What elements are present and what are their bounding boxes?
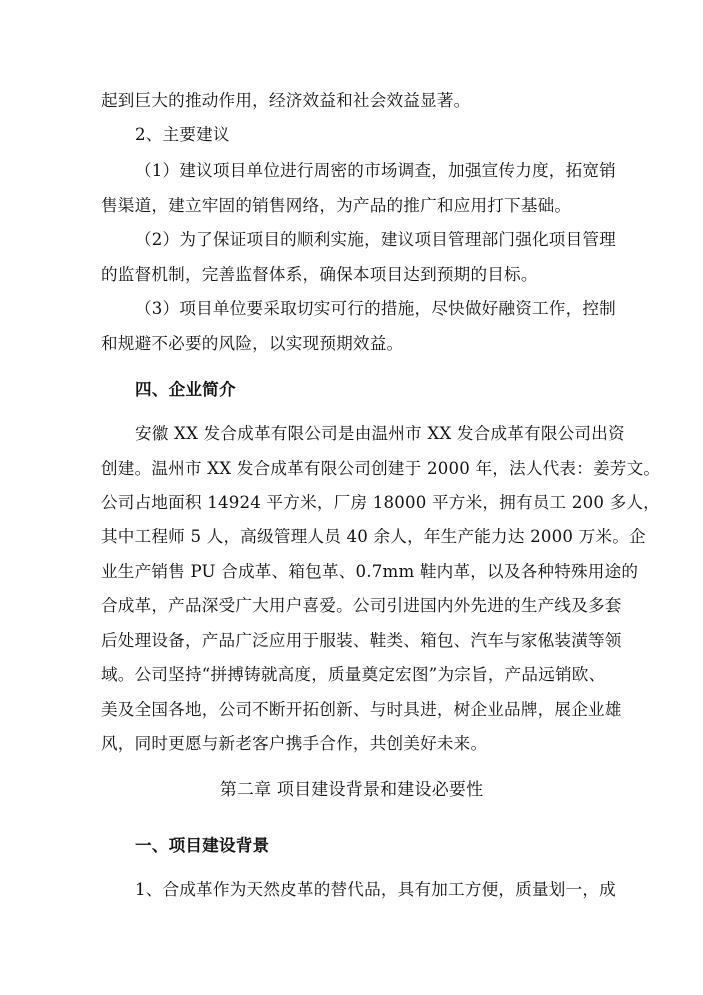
paragraph-line: （3）项目单位要采取切实可行的措施，尽快做好融资工作，控制 (135, 299, 616, 318)
paragraph-line: 合成革，产品深受广大用户喜爱。公司引进国内外先进的生产线及多套 (101, 596, 622, 615)
paragraph-line: 和规避不必要的风险，以实现预期效益。 (101, 334, 404, 353)
paragraph-line: 业生产销售 PU 合成革、箱包革、0.7mm 鞋内革，以及各种特殊用途的 (101, 562, 639, 581)
subsection-heading: 2、主要建议 (135, 125, 230, 144)
paragraph-line: 创建。温州市 XX 发合成革有限公司创建于 2000 年，法人代表：姜芳文。 (101, 459, 661, 478)
paragraph-line: 其中工程师 5 人，高级管理人员 40 余人，年生产能力达 2000 万米。企 (101, 527, 646, 546)
paragraph-line: 公司占地面积 14924 平方米，厂房 18000 平方米，拥有员工 200 多人， (101, 493, 660, 512)
paragraph-line: 售渠道，建立牢固的销售网络，为产品的推广和应用打下基础。 (101, 196, 572, 215)
paragraph-line: 美及全国各地，公司不断开拓创新、与时具进，树企业品牌，展企业雄 (101, 700, 622, 719)
paragraph-line: 1、合成革作为天然皮革的替代品，具有加工方便，质量划一，成 (135, 880, 616, 899)
paragraph-line: 安徽 XX 发合成革有限公司是由温州市 XX 发合成革有限公司出资 (135, 424, 625, 443)
paragraph-line: （2）为了保证项目的顺利实施，建议项目管理部门强化项目管理 (135, 230, 616, 249)
paragraph-line: 风，同时更愿与新老客户携手合作，共创美好未来。 (101, 734, 488, 753)
paragraph-line: 的监督机制，完善监督体系，确保本项目达到预期的目标。 (101, 265, 538, 284)
paragraph-line: 域。公司坚持“拼搏铸就高度，质量奠定宏图”为宗旨，产品远销欧、 (101, 665, 606, 684)
paragraph-line: 起到巨大的推动作用，经济效益和社会效益显著。 (101, 91, 471, 110)
paragraph-line: 后处理设备，产品广泛应用于服装、鞋类、箱包、汽车与家俬装潢等领 (101, 631, 622, 650)
section-heading: 四、企业简介 (135, 379, 236, 399)
chapter-title: 第二章 项目建设背景和建设必要性 (219, 780, 484, 800)
paragraph-line: （1）建议项目单位进行周密的市场调查，加强宣传力度，拓宽销 (135, 161, 616, 180)
section-heading: 一、项目建设背景 (135, 835, 270, 855)
